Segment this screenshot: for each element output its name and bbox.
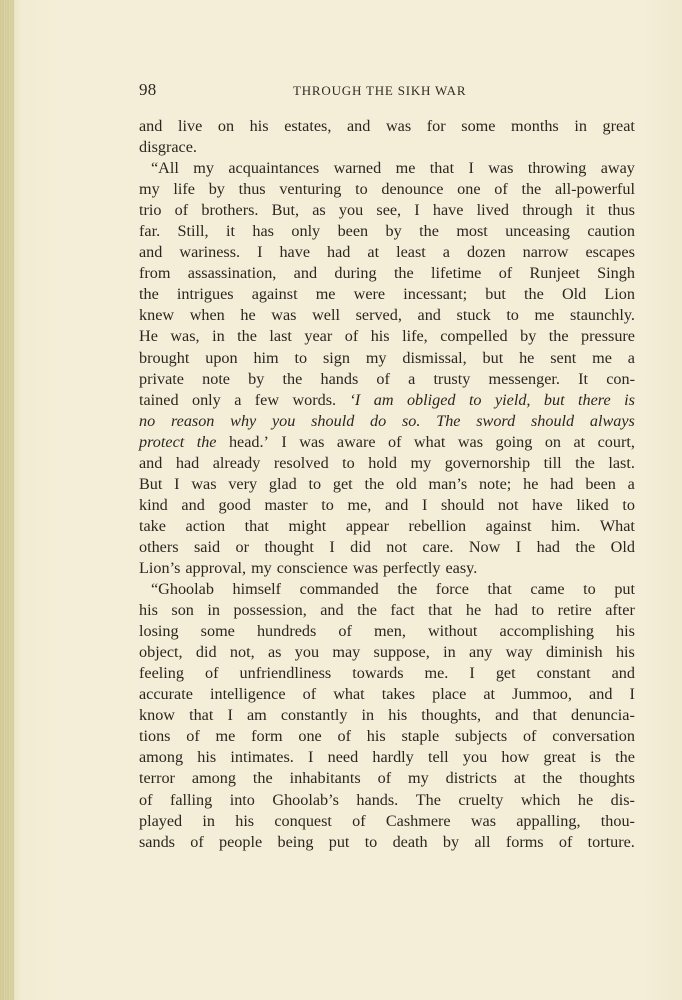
text-line: take action that might appear rebellion against him. What (139, 516, 635, 535)
text-line: no reason why you should do so. The sword should always (139, 411, 635, 430)
text-line: and had already resolved to hold my governorship till the last. (139, 453, 635, 472)
text-line: and wariness. I have had at least a dozen narrow escapes (139, 243, 635, 262)
text-line: of falling into Ghoolab’s hands. The cruelty which he dis- (139, 790, 635, 809)
text-line: object, did not, as you may suppose, in any way diminish his (139, 643, 635, 662)
text-line: feeling of unfriendliness towards me. I get constant and (139, 664, 635, 683)
text-line: his son in possession, and the fact that he had to retire after (139, 601, 635, 620)
text-line: and live on his estates, and was for some months in great (139, 117, 635, 135)
text-line: know that I am constantly in his thoughts, and that denuncia- (139, 706, 635, 725)
text-line: tions of me form one of his staple subjects of conversation (139, 727, 635, 746)
text-line: protect the head.’ I was aware of what was going on at court, (139, 432, 635, 451)
text-line: trio of brothers. But, as you see, I have lived through it thus (139, 201, 635, 220)
text-line: far. Still, it has only been by the most unceasing caution (139, 222, 635, 241)
text-line: tained only a few words. ‘I am obliged to yield, but there is (139, 390, 635, 409)
binding-edge (0, 0, 14, 1000)
text-line: from assassination, and during the lifetime of Runjeet Singh (139, 264, 635, 283)
text-line: others said or thought I did not care. Now I had the Old (139, 537, 635, 556)
text-line: knew when he was well served, and stuck to me staunchly. (139, 306, 635, 325)
text-line: brought upon him to sign my dismissal, but he sent me a (139, 348, 635, 367)
text-line: my life by thus venturing to denounce one of the all-powerful (139, 180, 635, 199)
text-line: sands of people being put to death by all forms of torture. (139, 832, 635, 851)
text-line: the intrigues against me were incessant; but the Old Lion (139, 285, 635, 304)
text-line: terror among the inhabitants of my districts at the thoughts (139, 769, 635, 788)
text-line: losing some hundreds of men, without accomplishing his (139, 622, 635, 641)
text-line: “Ghoolab himself commanded the force that came to put (151, 580, 635, 599)
running-head (139, 80, 635, 102)
text-line: private note by the hands of a trusty messenger. It con- (139, 369, 635, 388)
text-line: accurate intelligence of what takes place at Jummoo, and I (139, 685, 635, 704)
text-line: kind and good master to me, and I should not have liked to (139, 495, 635, 514)
text-line: Lion’s approval, my conscience was perfectly easy. (139, 558, 478, 577)
running-title: THROUGH THE SIKH WAR (293, 83, 467, 98)
text-line: But I was very glad to get the old man’s note; he had been a (139, 474, 635, 493)
text-line: disgrace. (139, 138, 197, 157)
text-line: among his intimates. I need hardly tell you how great is the (139, 748, 635, 767)
text-line: played in his conquest of Cashmere was appalling, thou- (139, 811, 635, 830)
body-text (139, 116, 635, 853)
text-line: “All my acquaintances warned me that I was throwing away (151, 159, 635, 178)
text-line: He was, in the last year of his life, compelled by the pressure (139, 327, 635, 346)
page-number: 98 (139, 80, 157, 99)
